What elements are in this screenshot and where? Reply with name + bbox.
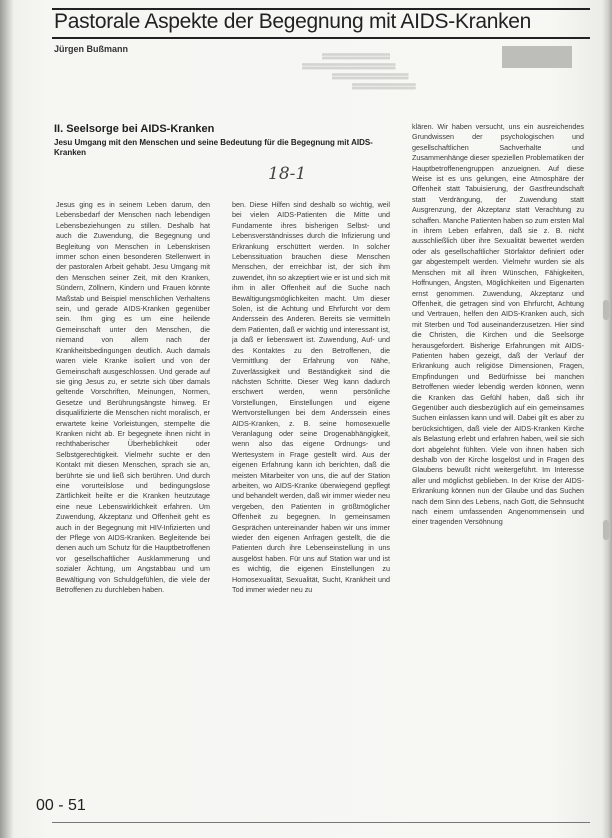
column-3-text: klären. Wir haben versucht, uns ein ausreichendes Grundwissen der psychologischen und gesellschaftlichen Sachverhalte und Zusammenhänge dieser speziellen Problematiken der Hauptbetroffenengruppen anzueignen. Auf diese Weise ist es uns gelungen, eine Atmosphäre der Offenheit statt Tabuisierung, der Gastfreundschaft statt Verdrängung, der Zuwendung statt Ausgrenzung, der Akzeptanz statt Verachtung zu schaffen. Manche Patienten haben so zum ersten Mal in ihrem Leben erfahren, daß sie z. B. nicht ausschließlich über ihre Sexualität bewertet werden oder als gesellschaftlicher Störfaktor definiert oder gar abgestempelt werden. Vielmehr wurden sie als Menschen mit all ihren Wünschen, Fähigkeiten, Hoffnungen, Ängsten, Möglichkeiten und Eigenarten ernst genommen. Zuwendung, Akzeptanz und Offenheit, die getragen sind von Ehrfurcht, Achtung und Vertrauen, helfen den AIDS-Kranken auch, sich mit Sterben und Tod auseinanderzusetzen. Hier sind die Christen, die Kirchen und die Seelsorge herausgefordert. Bisherige Erfahrungen mit AIDS-Patienten haben gezeigt, daß der Verlauf der Erkrankung auch religiöse Dimensionen, Fragen, Empfindungen und Bedürfnisse bei manchen Betroffenen wieder lebendig werden können, wenn die Kranken das Gefühl haben, daß sich ihr Gegenüber auch diesbezüglich auf ein gemeinsames Suchen einlassen kann und will. Dabei gilt es aber zu berücksichtigen, daß viele der AIDS-Kranken Kirche als Belastung erlebt und erfahren haben, weil sie sich dort abgelehnt fühlten. Viele von ihnen haben sich deshalb von der Kirche losgelöst und in Fragen des Glaubens bewußt nicht weitergeführt. Im Interesse aller und möglichst geblieben. In der Krise der AIDS-Erkrankung können nun der Glaube und das Suchen nach dem Sinn des Lebens, nach Gott, die Sehnsucht nach einem umfassenden Angenommensein und einer tragenden Versöhnung <box>412 122 584 527</box>
page-clip-bottom <box>603 520 609 540</box>
page-clip-top <box>603 300 609 320</box>
text-column-1 <box>56 200 210 812</box>
page-folio: 00 - 51 <box>36 797 86 814</box>
handwritten-note: 18-1 <box>268 164 307 184</box>
binding-shadow <box>0 0 14 838</box>
page-edge <box>602 0 612 838</box>
title-rule <box>52 37 590 39</box>
text-column-2 <box>232 200 390 812</box>
author-name: Jürgen Bußmann <box>54 44 129 54</box>
bottom-rule <box>52 822 590 823</box>
text-column-3 <box>412 122 584 822</box>
library-stamp: ▒▒▒▒▒▒▒▒▒▒▒▒▒▒▒▒ ▒▒▒▒▒▒▒▒▒▒▒▒▒▒▒▒▒▒▒▒▒▒ ▒▒▒▒▒▒▒▒▒▒▒▒▒▒▒▒▒▒ ▒▒▒▒▒▒▒▒▒▒▒▒▒▒▒ <box>262 44 582 96</box>
article-title: Pastorale Aspekte der Begegnung mit AIDS-Kranken <box>54 10 532 33</box>
section-subheading: Jesu Umgang mit den Menschen und seine Bedeutung für die Begegnung mit AIDS-Kranken <box>54 138 373 157</box>
section-heading: II. Seelsorge bei AIDS-Kranken <box>54 123 215 135</box>
column-2-text: ben. Diese Hilfen sind deshalb so wichtig, weil bei vielen AIDS-Patienten die Mitte und Fundamente ihres bisherigen Selbst- und Lebensverständnisses durch die Infizierung und Erkrankung erschüttert werden. In solcher Lebenssituation brauchen diese Menschen Menschen, der erreichbar ist, der sich ihm zuwendet, ihn so akzeptiert wie er ist und sich mit ihm in aller Offenheit auf die Suche nach Bewältigungsmöglichkeiten macht. Um dieser Solen, ist die Achtung und Ehrfurcht vor dem Anderssein des Anderen. Bereits sie vermitteln dem Patienten, daß er wichtig und interessant ist, ja daß er liebenswert ist. Zuwendung, Auf- und des Kontaktes zu den Betroffenen, die Vermittlung der Erfahrung von Nähe, Zuverlässigkeit und Beständigkeit sind die nächsten Schritte. Dieser Weg kann dadurch erschwert werden, wenn persönliche Vorstellungen, Einstellungen und eigene Wertvorstellungen bei dem Anderssein eines AIDS-Kranken, z. B. seine homosexuelle Veranlagung oder seine Drogenabhängigkeit, wenn also das eigene Ordnungs- und Wertesystem in Frage gestellt wird. Aus der eigenen Erfahrung kann ich berichten, daß die meisten Mitarbeiter von uns, die auf der Station arbeiten, wo AIDS-Kranke überwiegend gepflegt und behandelt werden, daß wir immer wieder neu vergeben, den Patienten in größtmöglicher Offenheit zu begegnen. In gemeinsamen Gesprächen untereinander haben wir uns immer wieder den eigenen Anfragen gestellt, die die Patienten durch ihre Lebenseinstellung in uns ausgelöst haben. Für uns auf Station war und ist es wichtig, die eigenen Einstellungen zu Homosexualität, Sexualität, Sucht, Krankheit und Tod immer wieder neu zu <box>232 200 390 595</box>
column-1-text: Jesus ging es in seinem Leben darum, den Lebensbedarf der Menschen nach lebendigen Lebensbeziehungen zu stillen. Deshalb hat auch die Zuwendung, die Begegnung und Begleitung von Menschen in Lebenskrisen immer schon einen besonderen Stellenwert in der pastoralen Arbeit gehabt. Jesu Umgang mit den Menschen seiner Zeit, mit den Kranken, Sündern, Zöllnern, Kindern und Frauen könnte Maßstab und Beispiel menschlichen Verhaltens sein, und gerade AIDS-Kranken gegenüber sein. Ihm ging es um eine heilende Gemeinschaft unter den Menschen, die niemand von allem nach der Krankheitsbedingungen deutlich. Auch damals waren viele Kranke isoliert und von der Gemeinschaft ausgeschlossen. Und gerade auf sie ging Jesus zu, er setzte sich über damals geltende Vorschriften, Meinungen, Normen, Gesetze und Berührungsängste hinweg. Er disqualifizierte die Menschen nicht moralisch, er erwartete keine Vorleistungen, stempelte die Kranken nicht ab. Er begegnete ihnen nicht in rechthaberischer Überheblichkeit oder Selbstgerechtigkeit. Vielmehr suchte er den Kontakt mit diesen Menschen, sprach sie an, berührte sie und ließ sich berühren. Und durch eine vorurteilslose und bedingungslose Zärtlichkeit heilte er die Kranken heutzutage eine neue Lebenswirklichkeit erfahren. Um Zuwendung, Akzeptanz und Offenheit geht es auch in der Begegnung mit HIV-Infizierten und der Pflege von AIDS-Kranken. Begleitende bei denen auch um Schutz für die Hauptbetroffenen vor gesellschaftlicher Ausklammerung und sozialer Ächtung, um Angstabbau und um Bewältigung von Schuldgefühlen, die viele der Betroffenen zu durchleben haben. <box>56 200 210 595</box>
